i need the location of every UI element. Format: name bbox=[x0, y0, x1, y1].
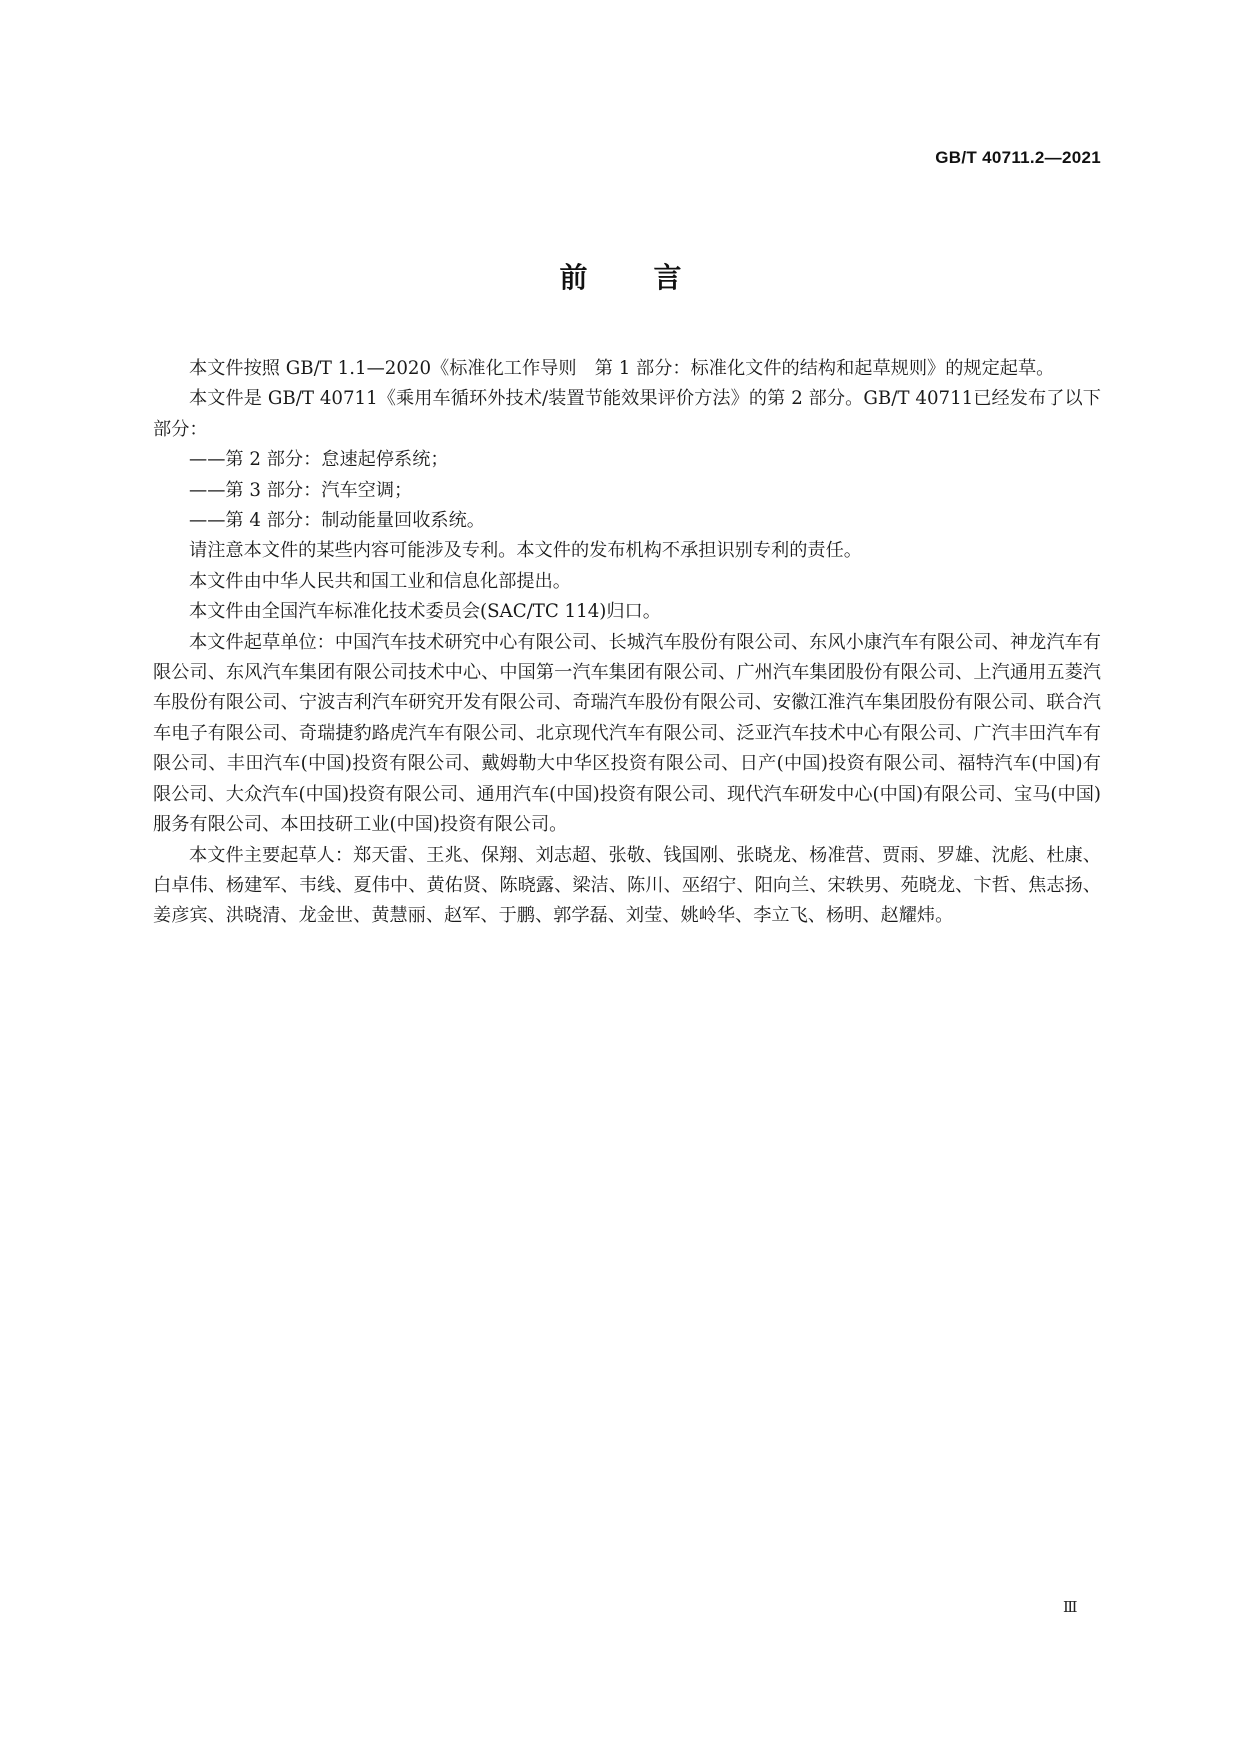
paragraph-administrator: 本文件由全国汽车标准化技术委员会(SAC/TC 114)归口。 bbox=[189, 601, 661, 623]
page-number: Ⅲ bbox=[1063, 1598, 1078, 1616]
document-body bbox=[153, 354, 1101, 932]
paragraph-drafters: 本文件主要起草人：郑天雷、王兆、保翔、刘志超、张敬、钱国刚、张晓龙、杨准营、贾雨、罗雄、沈彪、杜康、白卓伟、杨建军、韦线、夏伟中、黄佑贤、陈晓露、梁洁、陈川、巫绍宁、阳向兰、宋轶男、苑晓龙、卞哲、焦志扬、姜彦宾、洪晓清、龙金世、黄慧丽、赵军、于鹏、郭学磊、刘莹、姚岭华、李立飞、杨明、赵耀炜。 bbox=[153, 844, 1101, 927]
paragraph-drafting-basis: 本文件按照 GB/T 1.1—2020《标准化工作导则 第 1 部分：标准化文件的结构和起草规则》的规定起草。 bbox=[189, 358, 1055, 379]
paragraph-series-intro: 本文件是 GB/T 40711《乘用车循环外技术/装置节能效果评价方法》的第 2 部分。GB/T 40711已经发布了以下部分： bbox=[153, 388, 1101, 440]
standard-number: GB/T 40711.2—2021 bbox=[935, 148, 1101, 167]
list-item-part-4: ——第 4 部分：制动能量回收系统。 bbox=[189, 510, 485, 532]
paragraph-patent-notice: 请注意本文件的某些内容可能涉及专利。本文件的发布机构不承担识别专利的责任。 bbox=[189, 540, 862, 562]
paragraph-drafting-units: 本文件起草单位：中国汽车技术研究中心有限公司、长城汽车股份有限公司、东风小康汽车有限公司、神龙汽车有限公司、东风汽车集团有限公司技术中心、中国第一汽车集团有限公司、广州汽车集团股份有限公司、上汽通用五菱汽车股份有限公司、宁波吉利汽车研究开发有限公司、奇瑞汽车股份有限公司、安徽江淮汽车集团股份有限公司、联合汽车电子有限公司、奇瑞捷豹路虎汽车有限公司、北京现代汽车有限公司、泛亚汽车技术中心有限公司、广汽丰田汽车有限公司、丰田汽车(中国)投资有限公司、戴姆勒大中华区投资有限公司、日产(中国)投资有限公司、福特汽车(中国)有限公司、大众汽车(中国)投资有限公司、通用汽车(中国)投资有限公司、现代汽车研发中心(中国)有限公司、宝马(中国)服务有限公司、本田技研工业(中国)投资有限公司。 bbox=[153, 631, 1101, 836]
paragraph-proposer: 本文件由中华人民共和国工业和信息化部提出。 bbox=[189, 570, 571, 592]
page-title: 前言 bbox=[559, 261, 748, 294]
list-item-part-3: ——第 3 部分：汽车空调； bbox=[189, 479, 413, 501]
list-item-part-2: ——第 2 部分：怠速起停系统； bbox=[189, 449, 449, 471]
